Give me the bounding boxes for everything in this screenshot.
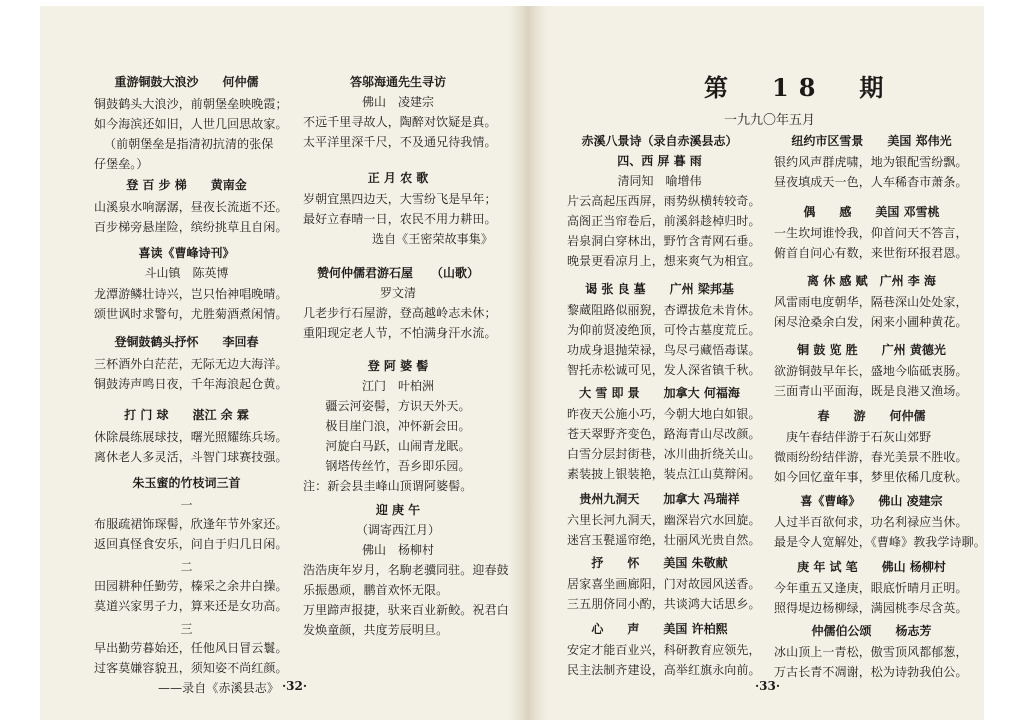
poem-line: 万古长青不凋谢，松为诗勃我伯公。 — [774, 665, 968, 679]
poem-line: 民主法制齐建设，高举红旗永向前。 — [567, 663, 761, 677]
poem-line: 颂世讽时求警句，尤胜菊酒煮闲情。 — [94, 307, 288, 321]
poem-line: 布服疏裙饰琛髻，欣逢年节外家还。 — [94, 517, 288, 531]
book-gutter — [509, 6, 547, 720]
poem-line: 不远千里寻故人，陶醉对饮疑是真。 — [303, 115, 497, 129]
poem-line: 晚景更看凉月上，想来爽气为相宜。 — [567, 254, 761, 268]
poem-subtitle: （调寄西江月） — [355, 523, 440, 537]
poem-title: 谒 张 良 墓 广州 梁邦基 — [585, 282, 734, 296]
poem — [567, 556, 761, 614]
book-spread — [40, 6, 984, 720]
poem — [774, 494, 986, 552]
poem-title: 重游铜鼓大浪沙 何仲儒 — [114, 75, 259, 89]
poem — [567, 386, 761, 484]
poem-line: 离休老人多灵活，斗智门球赛技强。 — [94, 450, 288, 464]
poem-line: 早出勤劳暮始还，任他风日冒云鬟。 — [94, 641, 288, 655]
poem-title: 偶 感 美国 邓雪桃 — [803, 205, 940, 219]
suite-number: 一 — [180, 498, 193, 512]
poem-line: 山溪泉水响潺潺，昼夜长流逝不还。 — [94, 200, 288, 214]
poem-note: 注：新会县圭峰山顶谓阿婆髻。 — [303, 479, 473, 493]
poem-line: 河旋白马跃，山闹青龙眠。 — [325, 439, 471, 453]
poem — [774, 274, 969, 332]
right-page — [547, 6, 984, 720]
poem-line: 仔堡垒。） — [94, 157, 149, 171]
poem-title: 答邬海通先生寻访 — [349, 75, 446, 89]
issue-title: 第 18 期 — [704, 73, 894, 102]
page-number: ·32· — [282, 679, 308, 693]
poem-title: 抒 怀 美国 朱敬献 — [591, 556, 728, 570]
poem-line: 风雷雨电度朝华，隔巷深山处处家， — [774, 295, 968, 309]
poem — [567, 282, 761, 380]
poem-line: 为仰前贤凌绝顶，可怜古墓度荒丘。 — [567, 323, 761, 337]
poem-line: 六里长河九洞天，幽深岩穴水回旋。 — [567, 513, 761, 527]
poem-title: 赤溪八景诗（录自赤溪县志） — [581, 134, 738, 148]
poem-note: 选自《王密荣故事集》 — [371, 232, 493, 246]
poem-title: 喜读《曹峰诗刊》 — [138, 246, 235, 260]
poem-line: 铜鼓涛声鸣日夜，千年海浪起仓黄。 — [94, 377, 288, 391]
poem-line: 微雨纷纷结伴游，春光美景不胜收。 — [774, 450, 968, 464]
poem-title: 春 游 何仲儒 — [817, 409, 926, 423]
poem-title: 大 雪 即 景 加拿大 何福海 — [579, 386, 740, 400]
poem-line: 苍天翠野齐变色，路海青山尽改颜。 — [567, 427, 761, 441]
poem-line: 最好立春晴一日，农民不用力耕田。 — [303, 212, 497, 226]
poem — [774, 205, 969, 263]
poem-title: 离 休 感 赋 广州 李 海 — [807, 274, 936, 288]
poem-line: 几老步行石屋游，登高越岭志未休； — [303, 306, 497, 320]
poem-line: 人过半百欲何求，功名利禄应当休。 — [774, 515, 968, 529]
poem-line: 莫道兴家男子力，算来还是女功高。 — [94, 599, 288, 613]
poem-line: 庚午春结伴游于石灰山郊野 — [786, 430, 932, 444]
poem-line: 冰山顶上一青松，傲雪顶风都郁葱， — [774, 645, 968, 659]
poem — [567, 134, 761, 271]
poem-line: （前朝堡垒是指清初抗清的张保 — [104, 137, 274, 151]
poem — [303, 171, 497, 249]
poem-line: 乐振愚顽，鹏首欢怀无限。 — [303, 583, 449, 597]
poem-author: 江门 叶柏洲 — [361, 379, 434, 393]
poem-line: 百步梯旁悬崖险，缤纷挑草且自闲。 — [94, 220, 288, 234]
poem-line: 过客莫嫌容貌丑，须知姿不尚红颜。 — [94, 661, 288, 675]
poem-line: 安定才能百业兴，科研教育应领先， — [567, 643, 761, 657]
poem-source: ——录自《赤溪县志》 — [157, 681, 279, 695]
poem-title: 打 门 球 湛江 余 霖 — [124, 408, 249, 422]
poem-line: 黎蔵阻路似丽猊，杏谭拔危未肯休。 — [567, 303, 761, 317]
poem — [94, 335, 288, 394]
poem — [567, 492, 761, 550]
poem — [303, 359, 493, 496]
poem-line: 疆云河姿髻，方识天外天。 — [325, 399, 471, 413]
poem-line: 欲游铜鼓早年长，盛地今临砥衷肠。 — [774, 364, 968, 378]
poem-title: 登铜鼓鹤头抒怀 李回春 — [114, 335, 259, 349]
poem-title: 赞何仲儒君游石屋 （山歌） — [316, 266, 479, 280]
poem — [567, 622, 761, 680]
poem-line: 浩浩庚年岁月，名駒老骥同驻。迎春鼓 — [303, 563, 509, 577]
poem-title: 仲儒伯公颂 杨志芳 — [811, 624, 932, 638]
poem-title: 喜《曹峰》 佛山 凌建宗 — [800, 494, 943, 508]
poem-title: 迎 庚 午 — [375, 503, 421, 517]
poem-title: 庚 年 试 笔 佛山 杨柳村 — [797, 560, 946, 574]
suite-number: 二 — [180, 560, 193, 574]
poem-line: 三杯酒外白茫茫，无际无边大海洋。 — [94, 357, 288, 371]
poem-line: 今年重五又逢庚，眼底忻晴月正明。 — [774, 581, 968, 595]
poem-author: 罗文清 — [379, 286, 416, 300]
poem-line: 照得堤边杨柳绿，满园桃李尽含英。 — [774, 601, 968, 615]
poem-author: 佛山 凌建宗 — [361, 95, 434, 109]
poem-title: 贵州九洞天 加拿大 冯瑞祥 — [579, 492, 740, 506]
poem-line: 三五朋侪同小酌，共谈鸿大话思乡。 — [567, 597, 761, 611]
poem-subtitle: 四、西 屏 暮 雨 — [617, 154, 702, 168]
poem — [303, 75, 497, 152]
left-page — [40, 6, 509, 720]
poem-title: 登 阿 婆 髻 — [367, 359, 429, 373]
poem — [94, 408, 288, 467]
poem-line: 万里蹄声报捷，驮来百业新鲛。祝君白 — [303, 603, 509, 617]
issue-date: 一九九〇年五月 — [724, 113, 816, 128]
poem-line: 居家喜坐画廊阳，门对故园风送香。 — [567, 577, 761, 591]
poem-line: 迷宫玉甏遥帘绝，壮丽风光贵自然。 — [567, 533, 761, 547]
poem-title: 纽约市区雪景 美国 郑伟光 — [791, 134, 952, 148]
poem-line: 发焕童颜，共度芳辰明旦。 — [303, 623, 449, 637]
poem-line: 岩泉洞白穿林出，野竹含青网石垂。 — [567, 234, 761, 248]
poem-line: 智托赤松诚可见，发人深省镇千秋。 — [567, 363, 761, 377]
poem-line: 重阳现定老人节，不怕满身汗水流。 — [303, 326, 497, 340]
poem-line: 白雪分层封街巷，冰川曲折绕关山。 — [567, 447, 761, 461]
poem-line: 钢塔传丝竹，吾乡即乐园。 — [325, 459, 471, 473]
poem-line: 片云高起压西屏，雨势纵横转较奇。 — [567, 194, 761, 208]
poem-line: 俯首自问心有数，来世衔环报君恩。 — [774, 246, 968, 260]
poem-line: 一生坎坷谁怜我，仰首问天不答言， — [774, 226, 968, 240]
poem-line: 银约风声群虎啸，地为银配雪纷飘。 — [774, 155, 968, 169]
poem-suite — [94, 476, 288, 698]
poem — [774, 343, 969, 401]
poem-line: 太平洋里深千尺，不及通兄待我情。 — [303, 135, 497, 149]
poem-title: 登 百 步 梯 黄南金 — [126, 178, 247, 192]
poem-line: 岁朝宜黑四边天，大雪纷飞是早年； — [303, 192, 497, 206]
poem — [94, 246, 288, 324]
poem-line: 高阁正当帘卷后，前溪斜趁棹归时。 — [567, 214, 761, 228]
poem-line: 龙潭游鳞壮诗兴，岂只怡神唱晚晴。 — [94, 287, 288, 301]
poem-line: 田园耕种任勤劳，榛采之余井白操。 — [94, 579, 288, 593]
poem-author: 佛山 杨柳村 — [361, 543, 434, 557]
poem — [774, 624, 969, 682]
page-number: ·33· — [755, 679, 781, 693]
poem-author: 斗山镇 陈英博 — [144, 266, 229, 280]
poem-title: 正 月 农 歌 — [367, 171, 429, 185]
poem-title: 心 声 美国 许柏熙 — [591, 622, 728, 636]
poem — [303, 266, 497, 343]
poem-author: 清同知 喻增伟 — [617, 174, 702, 188]
suite-number: 三 — [180, 622, 193, 636]
poem-line: 返回真怪食安乐，问自于归几日闲。 — [94, 537, 288, 551]
poem — [303, 503, 509, 640]
poem-title: 朱玉蜜的竹枝词三首 — [132, 476, 241, 490]
poem-line: 休除晨练展球技，曙光照耀练兵场。 — [94, 430, 288, 444]
poem-line: 闲尽沧桑余白发，闲来小圃种黄花。 — [774, 315, 968, 329]
poem-line: 素装披上银装艳，装点江山莫辩闲。 — [567, 467, 761, 481]
poem — [94, 75, 288, 174]
poem-title: 铜 鼓 览 胜 广州 黄德光 — [797, 343, 946, 357]
poem — [94, 178, 288, 237]
poem-line: 铜鼓鹤头大浪沙，前朝堡垒映晚霞； — [94, 97, 288, 111]
poem-line: 如今回忆童年事，梦里依稀几度秋。 — [774, 470, 968, 484]
poem-line: 昨夜天公施小巧，今朝大地白如银。 — [567, 407, 761, 421]
poem — [774, 409, 969, 487]
poem-line: 最是令人宽解处，《曹峰》教我学诗聊。 — [774, 535, 986, 549]
poem-line: 昼夜填成天一色，人车稀杳市萧条。 — [774, 175, 968, 189]
poem — [774, 134, 969, 192]
poem-line: 三面青山平面海，既是良港又渔场。 — [774, 384, 968, 398]
poem-line: 如今海滨还如旧，人世几回思故家。 — [94, 117, 288, 131]
poem-line: 极目崖门浪，冲怀新会田。 — [325, 419, 471, 433]
poem — [774, 560, 969, 618]
poem-line: 功成身退抛荣禄，鸟尽弓藏悟毒谋。 — [567, 343, 761, 357]
